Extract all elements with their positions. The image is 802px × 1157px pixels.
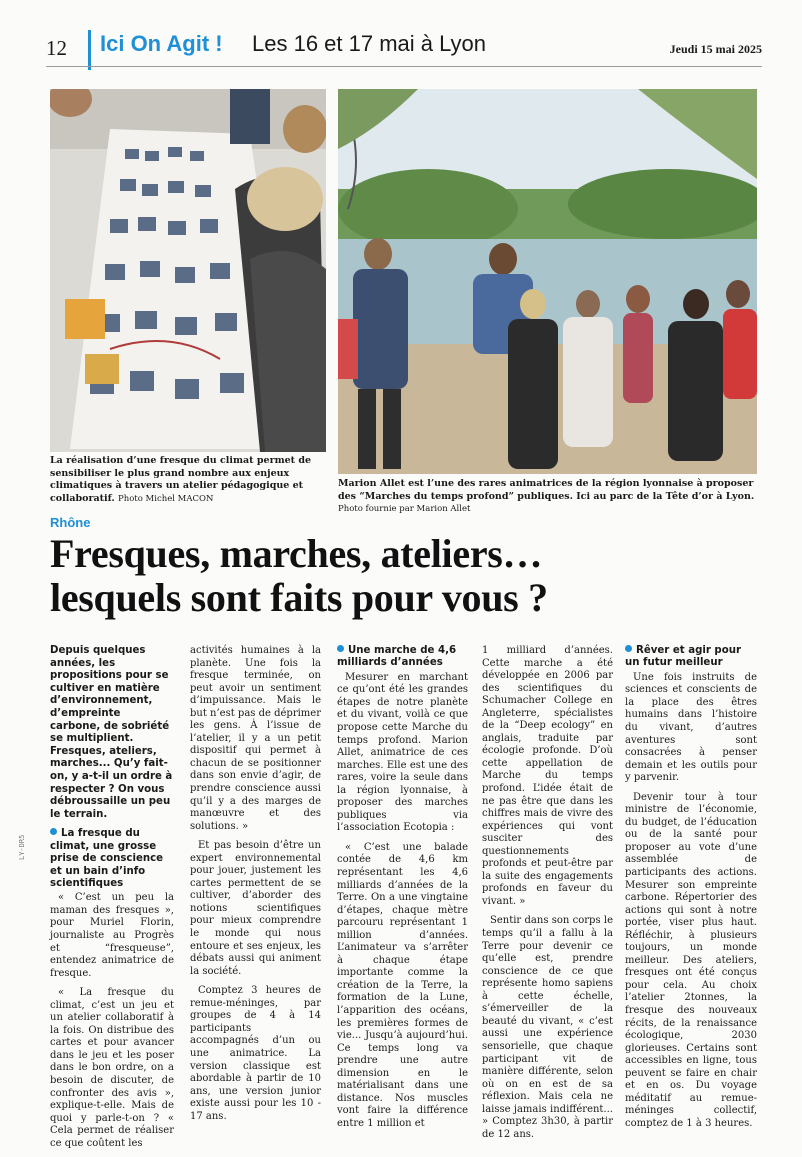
paragraph: « C’est un peu la maman des fresques », pour Muriel Florin, journaliste au Progrès et “fresqueuse”, entendez animatrice de fresque. [50,892,174,979]
article-column-4 [482,645,613,1148]
article-column-5 [625,645,757,1138]
paragraph: Devenir tour à tour ministre de l’économie, du budget, de l’éducation ou de la santé pour proposer au vote d’une assemblée de participants des actions. Mesurer son empreinte carbone. Répertorier des actions qui sont à notre portée, viser plus haut. Réfléchir, à plusieurs toujours, un monde meilleur. Des ateliers, fresques ont été conçus pour cela. Au choix l’atelier 2tonnes, la fresque des nouveaux récits, de la renaissance écologique, 2030 glorieuses. Certains sont accessibles en ligne, tous peuvent se faire en chair et en os. Du voyage méditatif au remue-méninges collectif, comptez de 1 à 3 heures. [625,791,757,1129]
subheading-text: Rêver et agir pour un futur meilleur [625,645,741,669]
paragraph: Et pas besoin d’être un expert environnemental pour jouer, justement les cartes permettent de se cultiver, d’aborder des notions scientifiques pour mieux comprendre le monde qui nous entoure et ses enjeux, les débats aussi qui animent la société. [190,840,321,977]
subheading-deep-time-walk [337,645,468,670]
paragraph: 1 milliard d’années. Cette marche a été développée en 2006 par des scientifiques du Schumacher College en Angleterre, spécialistes de la “Deep ecology” en anglais, traduite par écologie profonde. D’où cette appellation de Marche du temps profond. L’idée était de ne pas être que dans les chiffres mais de vivre des expériences qui vont susciter des questionnements profonds et peut-être par la suite des engagements profonds en faveur du vivant. » [482,645,613,907]
photo-deep-time-walk [338,89,757,474]
photo-caption-left [50,455,326,505]
headline-line-1: Fresques, marches, ateliers… [50,531,543,576]
page-number: 12 [46,36,67,60]
photo-credit: Photo fournie par Marion Allet [338,504,471,514]
article-kicker: Rhône [50,515,91,530]
photo-caption-right [338,478,757,516]
paragraph: Une fois instruits de sciences et conscients de la place des êtres humains dans l’histoire du vivant, d’autres aventures sont consacrées à penser demain et les outils pour y parvenir. [625,671,757,784]
paragraph: Mesurer en marchant ce qu’ont été les grandes étapes de notre planète et du vivant, voilà ce que propose cette Marche du temps profond. Marion Allet, animatrice de ces marches. Elle est une des rares, voire la seule dans la région lyonnaise, à proposer des marches publiques via l’association Ecotopia : [337,671,468,834]
article-column-1 [50,645,174,1157]
caption-text: La réalisation d’une fresque du climat permet de sensibiliser le plus grand nombre aux enjeux climatiques à travers un atelier pédagogique et collaboratif. [50,455,312,504]
section-title: Les 16 et 17 mai à Lyon [252,31,487,56]
paragraph: Sentir dans son corps le temps qu’il a fallu à la Terre pour devenir ce qu’elle est, prendre conscience de ce que représente homo sapiens à cette échelle, s’émerveiller de la beauté du vivant, « c’est aussi une expérience sensorielle, que chaque participant vit de manière différente, selon où on en est de sa réflexion. Mais cela ne laisse jamais indifférent... » Comptez 3h30, à partir de 12 ans. [482,915,613,1140]
section-brand: Ici On Agit ! [100,31,223,56]
bullet-icon [337,645,344,652]
bullet-icon [50,828,57,835]
header-rule [46,66,762,67]
subheading-text: La fresque du climat, une grosse prise de conscience et un bain d’info scientifiques [50,828,164,889]
headline-line-2: lesquels sont faits pour vous ? [50,575,548,620]
paragraph: activités humaines à la planète. Une fois la fresque terminée, on peut avoir un sentiment d’impuissance. Mais le but n’est pas de déprimer les gens. À l’issue de l’atelier, il y a un petit dispositif qui permet à chacun de se positionner dans son envie d’agir, de prendre conscience aussi qu’il y a des marges de manœuvre et des solutions. » [190,645,321,832]
margin-code: LY-DR5 [18,834,26,860]
paragraph: Comptez 3 heures de remue-méninges, par groupes de 4 à 14 participants accompagnés d’un ou une animatrice. La version classique est abordable à partir de 10 ans, une version junior existe aussi pour les 10 - 17 ans. [190,985,321,1122]
header-divider [88,30,91,70]
article-column-3 [337,645,468,1138]
photo-credit: Photo Michel MACON [118,493,214,504]
subheading-climate-fresco [50,828,174,890]
subheading-text: Une marche de 4,6 milliards d’années [337,645,457,669]
paragraph: « C’est une balade contée de 4,6 km représentant les 4,6 milliards d’années de la Terre. On a une vingtaine d’étapes, chaque mètre parcouru représentant 1 million d’années. L’animateur va s’arrêter à chaque étape importante comme la création de la Terre, la formation de la Lune, l’apparition des océans, les premières formes de vie... Jusqu’à aujourd’hui. Ce temps long va prendre une autre dimension en le matérialisant dans une distance. Nos muscles vont faire la différence entre 1 million et [337,841,468,1129]
paragraph: « La fresque du climat, c’est un jeu et un atelier collaboratif à la fois. On distribue des cartes et pour avancer dans le jeu et les poser dans le bon ordre, on a besoin de discuter, de confronter des avis », explique-t-elle. Mais de quoi y parle-t-on ? « Cela permet de réaliser ce que coûtent les [50,987,174,1149]
bullet-icon [625,645,632,652]
issue-date: Jeudi 15 mai 2025 [669,42,762,56]
photo-climate-fresco [50,89,326,452]
subheading-dream-and-act [625,645,757,670]
article-column-2 [190,645,321,1130]
caption-text: Marion Allet est l’une des rares animatrices de la région lyonnaise à proposer des “Marches du temps profond” publiques. Ici au parc de la Tête d’or à Lyon. [338,478,755,502]
article-headline [50,532,770,620]
article-lead: Depuis quelques années, les propositions pour se cultiver en matière d’environnement, d’empreinte carbone, de sobriété se multiplient. Fresques, ateliers, marches... Qu’y fait-on, y a-t-il un ordre à respecter ? On vous débroussaille un peu le terrain. [50,645,173,820]
